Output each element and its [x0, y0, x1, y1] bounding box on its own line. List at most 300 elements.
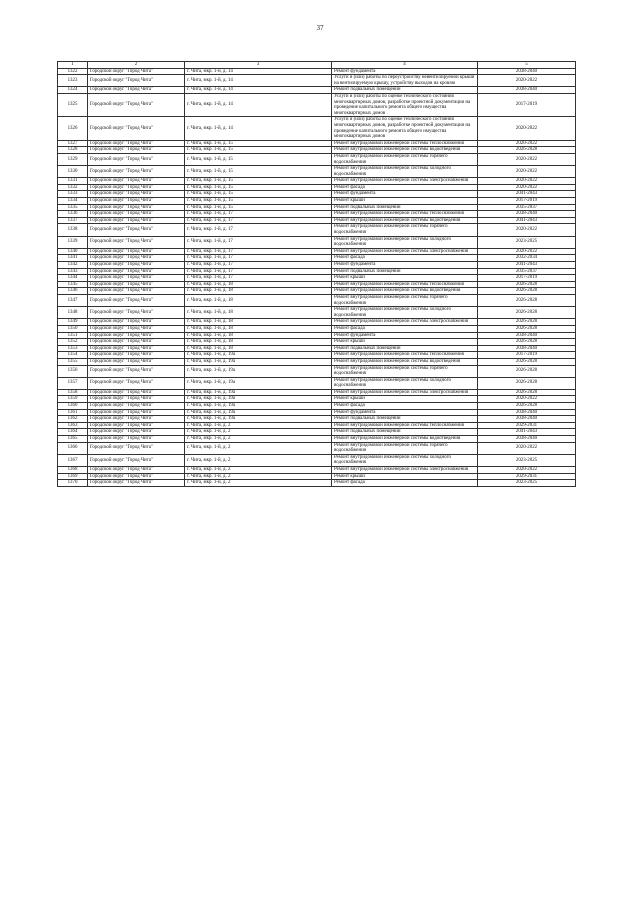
row-number-cell: 1360: [58, 403, 88, 410]
row-number-cell: 1367: [58, 454, 88, 466]
row-number-cell: 1368: [58, 467, 88, 474]
table-row: [58, 75, 576, 87]
address-cell: г. Чита, мкр. 1-й, д. 18: [185, 339, 332, 346]
table-row: [58, 442, 576, 454]
table-row: [58, 117, 576, 140]
address-cell: г. Чита, мкр. 1-й, д. 14: [185, 75, 332, 87]
period-cell: 2026-2028: [478, 319, 576, 326]
period-cell: 2029-2031: [478, 473, 576, 480]
work-type-cell: Ремонт крыши: [332, 396, 478, 403]
table-row: [58, 147, 576, 154]
work-type-cell: Ремонт внутридомовой инженерной системы горячего водоснабжения: [332, 224, 478, 236]
table-row: [58, 166, 576, 178]
period-cell: 2038-2040: [478, 436, 576, 443]
row-number-cell: 1323: [58, 75, 88, 87]
table-row: [58, 325, 576, 332]
row-number-cell: 1353: [58, 345, 88, 352]
address-cell: г. Чита, мкр. 1-й, д. 2: [185, 436, 332, 443]
address-cell: г. Чита, мкр. 1-й, д. 17: [185, 262, 332, 269]
period-cell: 2026-2028: [478, 358, 576, 365]
table-row: [58, 307, 576, 319]
address-cell: г. Чита, мкр. 1-й, д. 18: [185, 325, 332, 332]
municipality-cell: Городской округ "Город Чита": [88, 352, 185, 359]
period-cell: 2020-2022: [478, 153, 576, 165]
period-cell: 2017-2019: [478, 93, 576, 116]
address-cell: г. Чита, мкр. 1-й, д. 2: [185, 429, 332, 436]
work-type-cell: Ремонт внутридомовой инженерной системы горячего водоснабжения: [332, 442, 478, 454]
period-cell: 2032-2034: [478, 255, 576, 262]
municipality-cell: Городской округ "Город Чита": [88, 117, 185, 140]
period-cell: 2026-2028: [478, 403, 576, 410]
period-cell: 2017-2019: [478, 275, 576, 282]
work-type-cell: Ремонт подвальных помещений: [332, 416, 478, 423]
row-number-cell: 1355: [58, 358, 88, 365]
row-number-cell: 1329: [58, 153, 88, 165]
period-cell: 2026-2028: [478, 288, 576, 295]
address-cell: г. Чита, мкр. 1-й, д. 15: [185, 166, 332, 178]
row-number-cell: 1362: [58, 416, 88, 423]
table-row: [58, 294, 576, 306]
table-row: [58, 211, 576, 218]
municipality-cell: Городской округ "Город Чита": [88, 377, 185, 389]
period-cell: 2026-2028: [478, 389, 576, 396]
work-type-cell: Ремонт фасада: [332, 403, 478, 410]
table-header-row: [58, 62, 576, 69]
address-cell: г. Чита, мкр. 1-й, д. 15: [185, 153, 332, 165]
address-cell: г. Чита, мкр. 1-й, д. 18: [185, 332, 332, 339]
work-type-cell: Ремонт подвальных помещений: [332, 345, 478, 352]
address-cell: г. Чита, мкр. 1-й, д. 17: [185, 248, 332, 255]
municipality-cell: Городской округ "Город Чита": [88, 345, 185, 352]
municipality-cell: Городской округ "Город Чита": [88, 281, 185, 288]
address-cell: г. Чита, мкр. 1-й, д. 17: [185, 211, 332, 218]
address-cell: г. Чита, мкр. 1-й, д. 19а: [185, 389, 332, 396]
work-type-cell: Ремонт подвальных помещений: [332, 87, 478, 94]
municipality-cell: Городской округ "Город Чита": [88, 184, 185, 191]
address-cell: г. Чита, мкр. 1-й, д. 15: [185, 184, 332, 191]
row-number-cell: 1326: [58, 117, 88, 140]
address-cell: г. Чита, мкр. 1-й, д. 14: [185, 87, 332, 94]
table-row: [58, 184, 576, 191]
municipality-cell: Городской округ "Город Чита": [88, 198, 185, 205]
municipality-cell: Городской округ "Город Чита": [88, 389, 185, 396]
municipality-cell: Городской округ "Город Чита": [88, 288, 185, 295]
work-type-cell: Услуги и (или) работы по переустройству невентилируемой крыши на вентилируемую крышу, устройству выходов на кровлю: [332, 75, 478, 87]
work-type-cell: Ремонт внутридомовой инженерной системы теплоснабжения: [332, 422, 478, 429]
table-row: [58, 68, 576, 75]
municipality-cell: Городской округ "Город Чита": [88, 153, 185, 165]
period-cell: 2029-2031: [478, 422, 576, 429]
row-number-cell: 1336: [58, 211, 88, 218]
row-number-cell: 1325: [58, 93, 88, 116]
address-cell: г. Чита, мкр. 1-й, д. 2: [185, 442, 332, 454]
table-row: [58, 87, 576, 94]
period-cell: 2038-2040: [478, 68, 576, 75]
work-type-cell: Ремонт внутридомовой инженерной системы электроснабжения: [332, 467, 478, 474]
row-number-cell: 1345: [58, 281, 88, 288]
row-number-cell: 1363: [58, 422, 88, 429]
row-number-cell: 1327: [58, 140, 88, 147]
table-row: [58, 288, 576, 295]
period-cell: 2017-2019: [478, 352, 576, 359]
work-type-cell: Ремонт внутридомовой инженерной системы электроснабжения: [332, 178, 478, 185]
row-number-cell: 1339: [58, 236, 88, 248]
table-row: [58, 416, 576, 423]
row-number-cell: 1350: [58, 325, 88, 332]
address-cell: г. Чита, мкр. 1-й, д. 2: [185, 454, 332, 466]
work-type-cell: Ремонт подвальных помещений: [332, 204, 478, 211]
address-cell: г. Чита, мкр. 1-й, д. 17: [185, 217, 332, 224]
table-row: [58, 339, 576, 346]
row-number-cell: 1365: [58, 436, 88, 443]
period-cell: 2026-2028: [478, 147, 576, 154]
period-cell: 2038-2040: [478, 409, 576, 416]
work-type-cell: Ремонт внутридомовой инженерной системы водоотведения: [332, 147, 478, 154]
row-number-cell: 1354: [58, 352, 88, 359]
work-type-cell: Ремонт внутридомовой инженерной системы горячего водоснабжения: [332, 365, 478, 377]
address-cell: г. Чита, мкр. 1-й, д. 19а: [185, 409, 332, 416]
table-row: [58, 236, 576, 248]
address-cell: г. Чита, мкр. 1-й, д. 17: [185, 275, 332, 282]
work-type-cell: Ремонт внутридомовой инженерной системы холодного водоснабжения: [332, 454, 478, 466]
period-cell: 2026-2028: [478, 281, 576, 288]
row-number-cell: 1338: [58, 224, 88, 236]
address-cell: г. Чита, мкр. 1-й, д. 15: [185, 140, 332, 147]
row-number-cell: 1347: [58, 294, 88, 306]
period-cell: 2020-2022: [478, 184, 576, 191]
table-row: [58, 473, 576, 480]
work-type-cell: Ремонт внутридомовой инженерной системы теплоснабжения: [332, 281, 478, 288]
table-row: [58, 332, 576, 339]
address-cell: г. Чита, мкр. 1-й, д. 2: [185, 467, 332, 474]
repair-schedule-table: [57, 61, 576, 487]
page-number: 37: [316, 24, 324, 32]
table-row: [58, 275, 576, 282]
table-row: [58, 377, 576, 389]
work-type-cell: Ремонт внутридомовой инженерной системы горячего водоснабжения: [332, 153, 478, 165]
column-header: 5: [478, 62, 576, 69]
row-number-cell: 1333: [58, 191, 88, 198]
municipality-cell: Городской округ "Город Чита": [88, 325, 185, 332]
municipality-cell: Городской округ "Город Чита": [88, 403, 185, 410]
work-type-cell: Ремонт внутридомовой инженерной системы холодного водоснабжения: [332, 236, 478, 248]
column-header: 1: [58, 62, 88, 69]
address-cell: г. Чита, мкр. 1-й, д. 17: [185, 236, 332, 248]
work-type-cell: Ремонт крыши: [332, 473, 478, 480]
period-cell: 2023-2025: [478, 236, 576, 248]
municipality-cell: Городской округ "Город Чита": [88, 236, 185, 248]
period-cell: 2023-2025: [478, 480, 576, 487]
table-row: [58, 422, 576, 429]
address-cell: г. Чита, мкр. 1-й, д. 17: [185, 224, 332, 236]
municipality-cell: Городской округ "Город Чита": [88, 140, 185, 147]
period-cell: 2041-2043: [478, 217, 576, 224]
address-cell: г. Чита, мкр. 1-й, д. 19а: [185, 377, 332, 389]
work-type-cell: Ремонт внутридомовой инженерной системы холодного водоснабжения: [332, 166, 478, 178]
period-cell: 2038-2040: [478, 416, 576, 423]
table-row: [58, 262, 576, 269]
table-row: [58, 191, 576, 198]
table-row: [58, 319, 576, 326]
work-type-cell: Ремонт внутридомовой инженерной системы водоотведения: [332, 217, 478, 224]
table-row: [58, 140, 576, 147]
table-row: [58, 268, 576, 275]
period-cell: 2026-2028: [478, 294, 576, 306]
address-cell: г. Чита, мкр. 1-й, д. 19а: [185, 352, 332, 359]
table-row: [58, 365, 576, 377]
address-cell: г. Чита, мкр. 1-й, д. 15: [185, 191, 332, 198]
municipality-cell: Городской округ "Город Чита": [88, 294, 185, 306]
address-cell: г. Чита, мкр. 1-й, д. 19а: [185, 358, 332, 365]
address-cell: г. Чита, мкр. 1-й, д. 15: [185, 198, 332, 205]
table-row: [58, 153, 576, 165]
address-cell: г. Чита, мкр. 1-й, д. 15: [185, 204, 332, 211]
work-type-cell: Ремонт фундамента: [332, 68, 478, 75]
municipality-cell: Городской округ "Город Чита": [88, 262, 185, 269]
municipality-cell: Городской округ "Город Чита": [88, 339, 185, 346]
table-row: [58, 345, 576, 352]
municipality-cell: Городской округ "Город Чита": [88, 268, 185, 275]
municipality-cell: Городской округ "Город Чита": [88, 75, 185, 87]
period-cell: 2020-2022: [478, 224, 576, 236]
work-type-cell: Ремонт внутридомовой инженерной системы электроснабжения: [332, 248, 478, 255]
address-cell: г. Чита, мкр. 1-й, д. 19а: [185, 396, 332, 403]
address-cell: г. Чита, мкр. 1-й, д. 18: [185, 288, 332, 295]
period-cell: 2026-2028: [478, 377, 576, 389]
municipality-cell: Городской округ "Город Чита": [88, 467, 185, 474]
address-cell: г. Чита, мкр. 1-й, д. 19а: [185, 365, 332, 377]
municipality-cell: Городской округ "Город Чита": [88, 255, 185, 262]
work-type-cell: Ремонт внутридомовой инженерной системы теплоснабжения: [332, 352, 478, 359]
table-row: [58, 248, 576, 255]
table-row: [58, 198, 576, 205]
row-number-cell: 1344: [58, 275, 88, 282]
work-type-cell: Ремонт фасада: [332, 325, 478, 332]
period-cell: 2035-2037: [478, 204, 576, 211]
municipality-cell: Городской округ "Город Чита": [88, 224, 185, 236]
municipality-cell: Городской округ "Город Чита": [88, 416, 185, 423]
period-cell: 2041-2043: [478, 429, 576, 436]
work-type-cell: Ремонт фундамента: [332, 262, 478, 269]
row-number-cell: 1342: [58, 262, 88, 269]
period-cell: 2020-2022: [478, 396, 576, 403]
table-row: [58, 204, 576, 211]
row-number-cell: 1330: [58, 166, 88, 178]
address-cell: г. Чита, мкр. 1-й, д. 14: [185, 68, 332, 75]
row-number-cell: 1359: [58, 396, 88, 403]
period-cell: 2038-2040: [478, 332, 576, 339]
table-row: [58, 178, 576, 185]
table-row: [58, 403, 576, 410]
work-type-cell: Ремонт внутридомовой инженерной системы электроснабжения: [332, 389, 478, 396]
work-type-cell: Ремонт фасада: [332, 480, 478, 487]
table-row: [58, 352, 576, 359]
work-type-cell: Ремонт внутридомовой инженерной системы холодного водоснабжения: [332, 377, 478, 389]
period-cell: 2026-2028: [478, 307, 576, 319]
work-type-cell: Услуги и (или) работы по оценке технического состояния многоквартирных домов, разработке проектной документации на проведение капитального ремонта общего имущества многоквартирных домов: [332, 93, 478, 116]
municipality-cell: Городской округ "Город Чита": [88, 365, 185, 377]
work-type-cell: Ремонт фундамента: [332, 409, 478, 416]
address-cell: г. Чита, мкр. 1-й, д. 18: [185, 319, 332, 326]
municipality-cell: Городской округ "Город Чита": [88, 436, 185, 443]
row-number-cell: 1358: [58, 389, 88, 396]
row-number-cell: 1356: [58, 365, 88, 377]
row-number-cell: 1334: [58, 198, 88, 205]
period-cell: 2023-2025: [478, 454, 576, 466]
period-cell: 2020-2022: [478, 140, 576, 147]
period-cell: 2038-2040: [478, 345, 576, 352]
work-type-cell: Ремонт внутридомовой инженерной системы водоотведения: [332, 436, 478, 443]
row-number-cell: 1357: [58, 377, 88, 389]
table-row: [58, 409, 576, 416]
address-cell: г. Чита, мкр. 1-й, д. 2: [185, 480, 332, 487]
address-cell: г. Чита, мкр. 1-й, д. 18: [185, 281, 332, 288]
table-row: [58, 454, 576, 466]
period-cell: 2026-2028: [478, 339, 576, 346]
work-type-cell: Ремонт фундамента: [332, 191, 478, 198]
table-row: [58, 436, 576, 443]
row-number-cell: 1335: [58, 204, 88, 211]
row-number-cell: 1348: [58, 307, 88, 319]
row-number-cell: 1361: [58, 409, 88, 416]
address-cell: г. Чита, мкр. 1-й, д. 15: [185, 178, 332, 185]
row-number-cell: 1369: [58, 473, 88, 480]
address-cell: г. Чита, мкр. 1-й, д. 15: [185, 147, 332, 154]
period-cell: 2026-2028: [478, 365, 576, 377]
municipality-cell: Городской округ "Город Чита": [88, 204, 185, 211]
work-type-cell: Ремонт крыши: [332, 339, 478, 346]
period-cell: 2020-2022: [478, 467, 576, 474]
row-number-cell: 1322: [58, 68, 88, 75]
period-cell: 2020-2022: [478, 117, 576, 140]
address-cell: г. Чита, мкр. 1-й, д. 17: [185, 268, 332, 275]
row-number-cell: 1341: [58, 255, 88, 262]
table-row: [58, 224, 576, 236]
municipality-cell: Городской округ "Город Чита": [88, 480, 185, 487]
work-type-cell: Ремонт фундамента: [332, 332, 478, 339]
work-type-cell: Ремонт крыши: [332, 198, 478, 205]
column-header: 3: [185, 62, 332, 69]
work-type-cell: Услуги и (или) работы по оценке технического состояния многоквартирных домов, разработке проектной документации на проведение капитального ремонта общего имущества многоквартирных домов: [332, 117, 478, 140]
table-row: [58, 480, 576, 487]
table-row: [58, 281, 576, 288]
municipality-cell: Городской округ "Город Чита": [88, 422, 185, 429]
municipality-cell: Городской округ "Город Чита": [88, 93, 185, 116]
table-row: [58, 429, 576, 436]
row-number-cell: 1340: [58, 248, 88, 255]
period-cell: 2020-2022: [478, 442, 576, 454]
municipality-cell: Городской округ "Город Чита": [88, 68, 185, 75]
municipality-cell: Городской округ "Город Чита": [88, 191, 185, 198]
work-type-cell: Ремонт подвальных помещений: [332, 268, 478, 275]
municipality-cell: Городской округ "Город Чита": [88, 473, 185, 480]
work-type-cell: Ремонт внутридомовой инженерной системы горячего водоснабжения: [332, 294, 478, 306]
table-row: [58, 93, 576, 116]
table-row: [58, 389, 576, 396]
row-number-cell: 1364: [58, 429, 88, 436]
period-cell: 2038-2040: [478, 87, 576, 94]
address-cell: г. Чита, мкр. 1-й, д. 19а: [185, 403, 332, 410]
period-cell: 2026-2028: [478, 325, 576, 332]
address-cell: г. Чита, мкр. 1-й, д. 2: [185, 422, 332, 429]
address-cell: г. Чита, мкр. 1-й, д. 18: [185, 307, 332, 319]
row-number-cell: 1332: [58, 184, 88, 191]
municipality-cell: Городской округ "Город Чита": [88, 211, 185, 218]
period-cell: 2020-2022: [478, 166, 576, 178]
period-cell: 2020-2022: [478, 75, 576, 87]
work-type-cell: Ремонт крыши: [332, 275, 478, 282]
row-number-cell: 1346: [58, 288, 88, 295]
row-number-cell: 1366: [58, 442, 88, 454]
municipality-cell: Городской округ "Город Чита": [88, 319, 185, 326]
row-number-cell: 1351: [58, 332, 88, 339]
table-row: [58, 396, 576, 403]
table-row: [58, 255, 576, 262]
municipality-cell: Городской округ "Город Чита": [88, 358, 185, 365]
municipality-cell: Городской округ "Город Чита": [88, 409, 185, 416]
municipality-cell: Городской округ "Город Чита": [88, 275, 185, 282]
row-number-cell: 1328: [58, 147, 88, 154]
address-cell: г. Чита, мкр. 1-й, д. 2: [185, 473, 332, 480]
work-type-cell: Ремонт внутридомовой инженерной системы теплоснабжения: [332, 211, 478, 218]
work-type-cell: Ремонт внутридомовой инженерной системы водоотведения: [332, 288, 478, 295]
address-cell: г. Чита, мкр. 1-й, д. 18: [185, 294, 332, 306]
period-cell: 2041-2043: [478, 191, 576, 198]
work-type-cell: Ремонт фасада: [332, 255, 478, 262]
row-number-cell: 1337: [58, 217, 88, 224]
work-type-cell: Ремонт внутридомовой инженерной системы водоотведения: [332, 358, 478, 365]
period-cell: 2035-2037: [478, 268, 576, 275]
municipality-cell: Городской округ "Город Чита": [88, 248, 185, 255]
municipality-cell: Городской округ "Город Чита": [88, 87, 185, 94]
row-number-cell: 1349: [58, 319, 88, 326]
municipality-cell: Городской округ "Город Чита": [88, 307, 185, 319]
work-type-cell: Ремонт внутридомовой инженерной системы холодного водоснабжения: [332, 307, 478, 319]
address-cell: г. Чита, мкр. 1-й, д. 18: [185, 345, 332, 352]
work-type-cell: Ремонт внутридомовой инженерной системы электроснабжения: [332, 319, 478, 326]
work-type-cell: Ремонт фасада: [332, 184, 478, 191]
address-cell: г. Чита, мкр. 1-й, д. 19а: [185, 416, 332, 423]
municipality-cell: Городской округ "Город Чита": [88, 442, 185, 454]
period-cell: 2041-2043: [478, 262, 576, 269]
period-cell: 2017-2019: [478, 198, 576, 205]
work-type-cell: Ремонт внутридомовой инженерной системы теплоснабжения: [332, 140, 478, 147]
address-cell: г. Чита, мкр. 1-й, д. 17: [185, 255, 332, 262]
row-number-cell: 1352: [58, 339, 88, 346]
municipality-cell: Городской округ "Город Чита": [88, 166, 185, 178]
municipality-cell: Городской округ "Город Чита": [88, 454, 185, 466]
work-type-cell: Ремонт подвальных помещений: [332, 429, 478, 436]
address-cell: г. Чита, мкр. 1-й, д. 14: [185, 117, 332, 140]
municipality-cell: Городской округ "Город Чита": [88, 396, 185, 403]
municipality-cell: Городской округ "Город Чита": [88, 217, 185, 224]
row-number-cell: 1370: [58, 480, 88, 487]
table-row: [58, 217, 576, 224]
period-cell: 2020-2022: [478, 178, 576, 185]
municipality-cell: Городской округ "Город Чита": [88, 178, 185, 185]
column-header: 2: [88, 62, 185, 69]
period-cell: 2038-2040: [478, 211, 576, 218]
municipality-cell: Городской округ "Город Чита": [88, 429, 185, 436]
municipality-cell: Городской округ "Город Чита": [88, 332, 185, 339]
address-cell: г. Чита, мкр. 1-й, д. 14: [185, 93, 332, 116]
row-number-cell: 1324: [58, 87, 88, 94]
table-row: [58, 358, 576, 365]
period-cell: 2020-2022: [478, 248, 576, 255]
table-row: [58, 467, 576, 474]
row-number-cell: 1331: [58, 178, 88, 185]
row-number-cell: 1343: [58, 268, 88, 275]
